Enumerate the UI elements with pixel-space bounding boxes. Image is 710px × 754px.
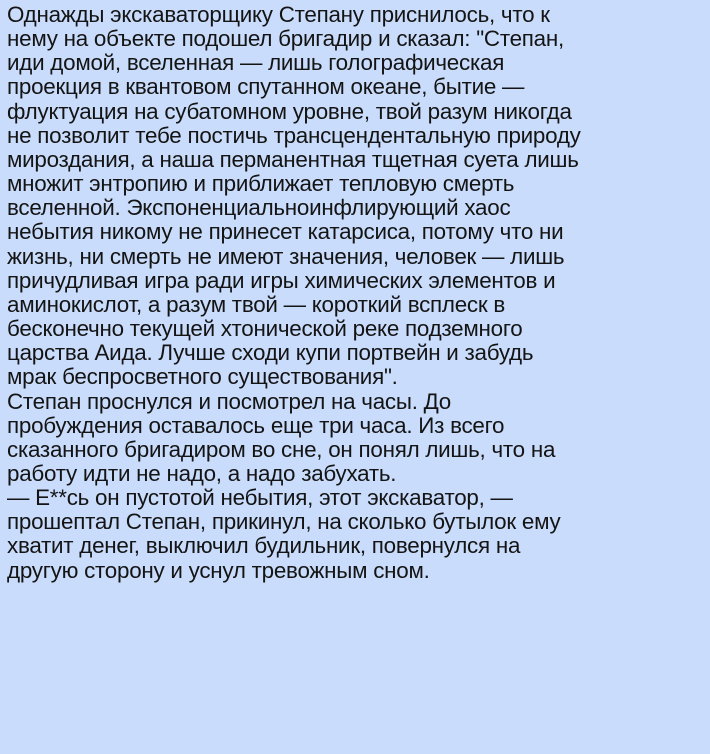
text-line: работу идти не надо, а надо забухать.: [7, 460, 397, 486]
text-line: флуктуация на субатомном уровне, твой разум никогда: [7, 98, 572, 124]
text-line: Однажды экскаваторщику Степану приснилось, что к: [7, 2, 550, 27]
text-line: не позволит тебе постичь трансцендентальную природу: [7, 122, 581, 148]
text-line: небытия никому не принесет катарсиса, потому что ни: [7, 219, 564, 245]
text-line: мироздания, а наша перманентная тщетная суета лишь: [7, 146, 579, 172]
text-line: бесконечно текущей хтонической реке подземного: [7, 316, 523, 342]
text-line: пробуждения оставалось еще три часа. Из всего: [7, 412, 505, 438]
text-line: — Е**сь он пустотой небытия, этот экскаватор, —: [7, 485, 513, 511]
text-line: хватит денег, выключил будильник, повернулся на: [7, 533, 521, 559]
text-line: царства Аида. Лучше сходи купи портвейн и забудь: [7, 340, 534, 366]
text-line: нему на объекте подошел бригадир и сказал: "Степан,: [7, 26, 564, 52]
text-line: аминокислот, а разум твой — короткий всплеск в: [7, 291, 506, 317]
text-line: жизнь, ни смерть не имеют значения, человек — лишь: [7, 243, 565, 269]
text-line: множит энтропию и приближает тепловую смерть: [7, 171, 515, 197]
text-line: Степан проснулся и посмотрел на часы. До: [7, 388, 452, 414]
text-line: сказанного бригадиром во сне, он понял лишь, что на: [7, 436, 556, 462]
text-line: прошептал Степан, прикинул, на сколько бутылок ему: [7, 509, 561, 535]
story-text: [7, 3, 707, 583]
text-line: иди домой, вселенная — лишь голографическая: [7, 50, 505, 76]
text-line: проекция в квантовом спутанном океане, бытие —: [7, 74, 525, 100]
text-line: другую сторону и уснул тревожным сном.: [7, 557, 430, 583]
text-line: вселенной. Экспоненциальноинфлирующий хаос: [7, 195, 511, 221]
text-line: мрак беспросветного существования".: [7, 364, 398, 390]
text-line: причудливая игра ради игры химических элементов и: [7, 267, 556, 293]
